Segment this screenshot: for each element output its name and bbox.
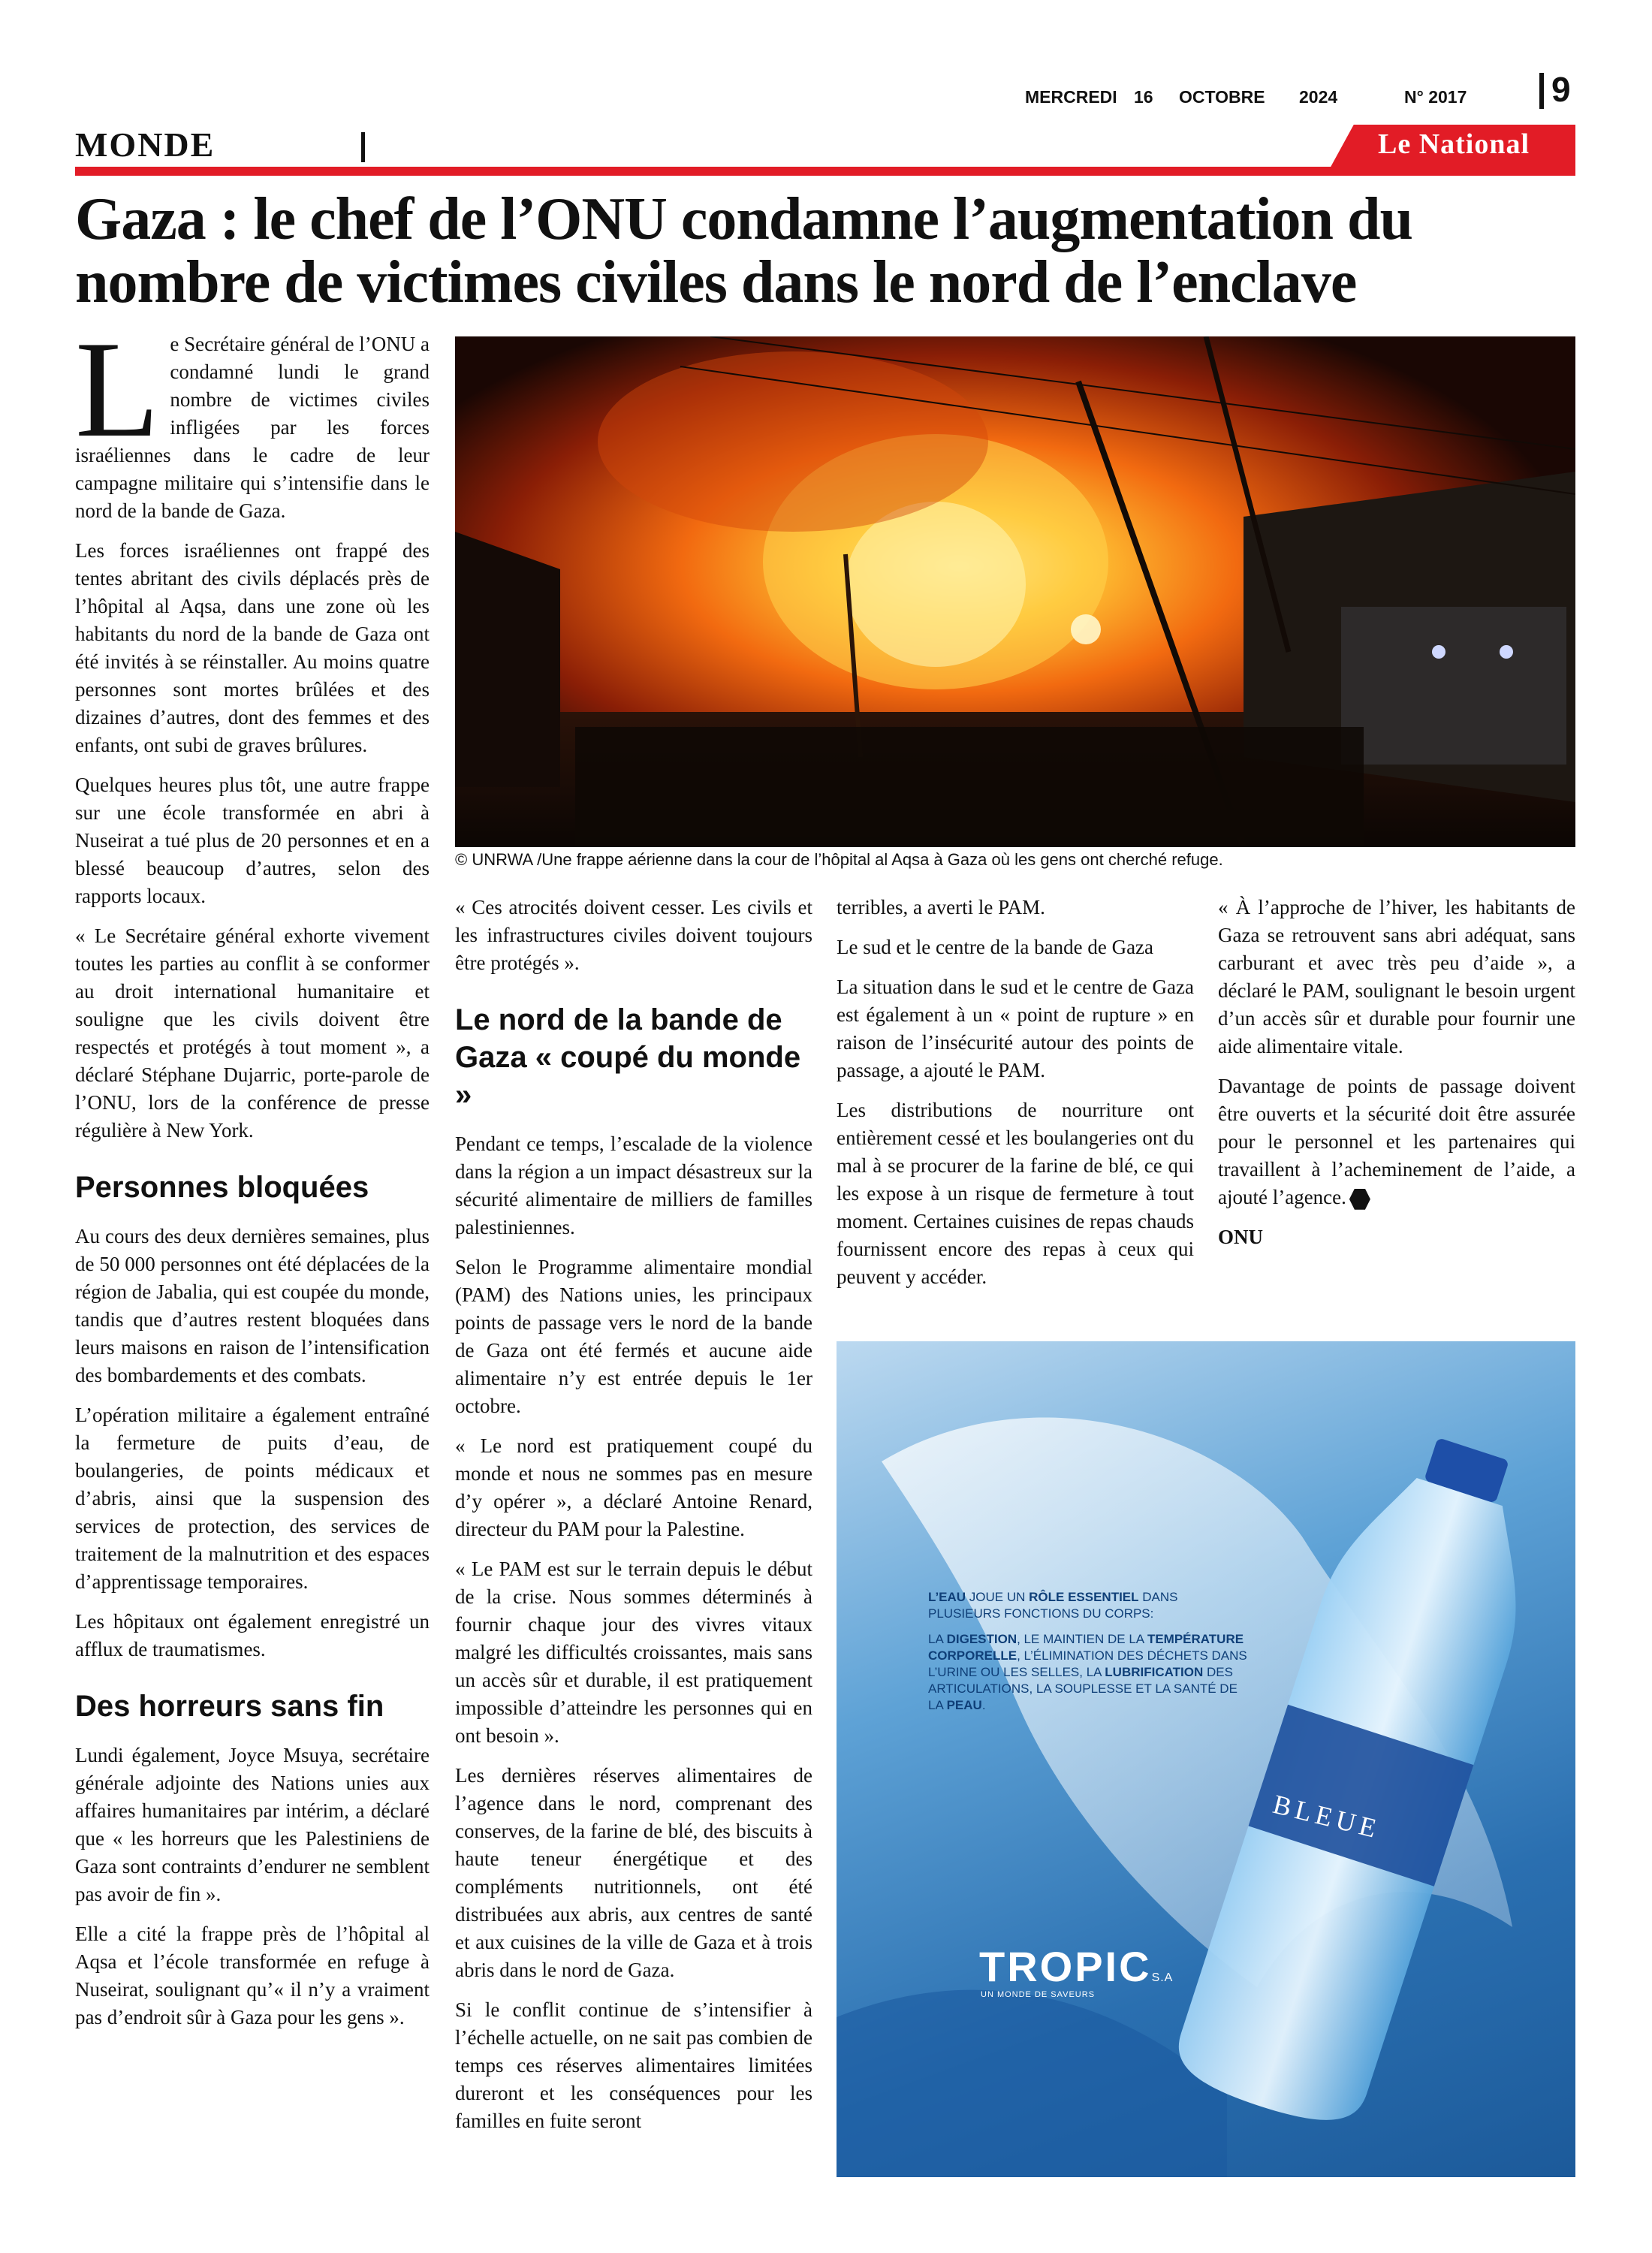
ad-text-fragment: DANS PLUSIEURS FONCTIONS DU CORPS:: [928, 1590, 1178, 1621]
subheading-horreurs: Des horreurs sans fin: [75, 1690, 384, 1723]
end-of-article-icon: [1349, 1189, 1370, 1210]
ad-text-fragment: PEAU: [946, 1698, 982, 1712]
paragraph: Les forces israéliennes ont frappé des tentes abritant des civils déplacés près de l’hôpital al Aqsa, dans une zone où les habitants du nord de la bande de Gaza ont été invités à se réinstaller. Au moins quatre personnes sont mortes brûlées et des dizaines d’autres, dont des femmes et des enfants, ont subi de graves brûlures.: [75, 539, 430, 756]
page-number: 9: [1551, 70, 1571, 109]
subheading-nord: Le nord de la bande de Gaza « coupé du monde »: [455, 1003, 801, 1111]
news-photo: [455, 336, 1575, 847]
paragraph: Le sud et le centre de la bande de Gaza: [837, 936, 1154, 958]
ad-brand-name: TROPIC: [979, 1943, 1152, 1990]
ad-text-fragment: , L’ÉLIMINATION DES DÉCHETS DANS L’URINE OU LES SELLES, LA: [928, 1648, 1247, 1679]
ad-text-fragment: L’EAU: [928, 1590, 966, 1604]
paragraph: Les dernières réserves alimentaires de l’agence dans le nord, comprenant des conserves, de la farine de blé, des biscuits à haute teneur énergétique et des compléments nutritionnels, ont été distribuées aux abris, aux centres de santé et aux cuisines de la ville de Gaza et à trois abris dans le nord de Gaza.: [455, 1764, 812, 1981]
date-number: 16: [1134, 87, 1153, 107]
paragraph: Quelques heures plus tôt, une autre frappe sur une école transformée en abri à Nuseirat a tué plus de 20 personnes et en a blessé beaucoup d’autres, selon des rapports locaux.: [75, 774, 430, 907]
section-divider: [361, 132, 365, 162]
column-4: [1218, 894, 1575, 1263]
paragraph: « Le nord est pratiquement coupé du monde et nous ne sommes pas en mesure d’y opérer », a déclaré Antoine Renard, directeur du PAM pour la Palestine.: [455, 1434, 812, 1540]
ad-text-fragment: DES ARTICULATIONS, LA SOUPLESSE ET LA SANTÉ DE LA: [928, 1665, 1237, 1712]
lead-paragraph: [75, 312, 430, 525]
ad-text-fragment: .: [981, 1698, 986, 1712]
ad-text-fragment: JOUE UN: [966, 1590, 1029, 1604]
paragraph: Les distributions de nourriture ont entièrement cessé et les boulangeries ont du mal à se procurer de la farine de blé, ce qui les expose à un risque de fermeture à tout moment. Certaines cuisines de repas chauds fournissent encore des repas à ceux qui peuvent y accéder.: [837, 1099, 1194, 1288]
column-1: [75, 312, 430, 2043]
photo-caption: © UNRWA /Une frappe aérienne dans la cour de l’hôpital al Aqsa à Gaza où les gens ont cherché refuge.: [455, 850, 1223, 869]
paragraph: terribles, a averti le PAM.: [837, 896, 1045, 918]
paragraph: L’opération militaire a également entraîné la fermeture de puits d’eau, de boulangeries, de points médicaux et d’abris, ainsi que la suspension des services de protection, des services de traitement de la malnutrition et des espaces d’apprentissage temporaires.: [75, 1404, 430, 1593]
drop-cap: L: [75, 312, 160, 466]
paragraph: Lundi également, Joyce Msuya, secrétaire générale adjointe des Nations unies aux affaires humanitaires par intérim, a déclaré que « les horreurs que les Palestiniens de Gaza sont contraints d’endurer ne semblent pas avoir de fin ».: [75, 1744, 430, 1905]
date-year: 2024: [1299, 87, 1338, 107]
date-line: [1025, 84, 1581, 114]
paragraph: Selon le Programme alimentaire mondial (PAM) des Nations unies, les principaux points de passage vers le nord de la bande de Gaza ont été fermés et aucune aide alimentaire n’y est entrée depuis le 1er octobre.: [455, 1256, 812, 1417]
paragraph: « Ces atrocités doivent cesser. Les civils et les infrastructures civiles doivent toujours être protégés ».: [455, 896, 812, 974]
fire-scene-illustration: [455, 336, 1575, 847]
ad-brand-logo: [979, 1942, 1173, 1991]
paragraph: Elle a cité la frappe près de l’hôpital al Aqsa et l’école transformée en refuge à Nuseirat, soulignant qu’« il n’y a vraiment pas d’endroit sûr à Gaza pour les gens ».: [75, 1923, 430, 2028]
column-3: [837, 894, 1194, 1303]
paragraph: Pendant ce temps, l’escalade de la violence dans la région a un impact désastreux sur la sécurité alimentaire de milliers de familles palestiniennes.: [455, 1133, 812, 1238]
paragraph: La situation dans le sud et le centre de Gaza est également à un « point de rupture » en raison de l’insécurité autour des points de passage, a ajouté le PAM.: [837, 976, 1194, 1081]
ad-copy-line-2: [928, 1631, 1251, 1714]
article-headline: Gaza : le chef de l’ONU condamne l’augmentation du nombre de victimes civiles dans le nord de l’enclave: [75, 186, 1413, 315]
paragraph: « À l’approche de l’hiver, les habitants de Gaza se retrouvent sans abri adéquat, sans carburant et avec très peu d’aide », a déclaré le PAM, soulignant le besoin urgent d’un accès sûr et durable pour fournir une aide alimentaire vitale.: [1218, 896, 1575, 1057]
subheading-personnes-bloquees: Personnes bloquées: [75, 1171, 369, 1204]
date-month: OCTOBRE: [1179, 87, 1265, 107]
advertisement: [837, 1341, 1575, 2177]
ad-copy: [928, 1589, 1251, 1723]
ad-brand-suffix: S.A: [1151, 1971, 1174, 1984]
page-separator: [1539, 73, 1544, 109]
paragraph: Si le conflit continue de s’intensifier à l’échelle actuelle, on ne sait pas combien de temps ces réserves alimentaires limitées dureront et les conséquences pour les familles en fuite seront: [455, 1998, 812, 2132]
paragraph: [1218, 1072, 1575, 1211]
water-bottle-illustration: [837, 1341, 1575, 2177]
ad-text-fragment: LUBRIFICATION: [1105, 1665, 1204, 1679]
paragraph: « Le Secrétaire général exhorte vivement toutes les parties au conflit à se conformer au droit international humanitaire et souligne que les civils doivent être respectés et protégés à tout moment », a déclaré Stéphane Dujarric, porte-parole de l’ONU, lors de la conférence de presse régulière à New York.: [75, 924, 430, 1142]
column-2: [455, 894, 812, 2147]
bottle-label: BLEUE: [1270, 1788, 1384, 1845]
date-day: MERCREDI: [1025, 87, 1117, 107]
ad-text-fragment: LA: [928, 1632, 947, 1646]
paragraph: Les hôpitaux ont également enregistré un afflux de traumatismes.: [75, 1610, 430, 1660]
section-title: MONDE: [75, 125, 216, 164]
ad-text-fragment: , LE MAINTIEN DE LA: [1017, 1632, 1147, 1646]
ad-copy-line-1: [928, 1589, 1251, 1622]
paragraph: « Le PAM est sur le terrain depuis le début de la crise. Nous sommes déterminés à fournir chaque jour des vivres vitaux malgré les difficultés croissantes, mais sans un accès sûr et durable, il est pratiquement impossible d’atteindre les personnes qui en ont besoin ».: [455, 1558, 812, 1747]
brand-name: Le National: [1378, 128, 1530, 160]
paragraph-text: e Secrétaire général de l’ONU a condamné lundi le grand nombre de victimes civiles infligées par les forces israéliennes dans le cadre de leur campagne militaire qui s’intensifie dans le nord de la bande de Gaza.: [75, 333, 430, 522]
issue-number: N° 2017: [1404, 87, 1467, 107]
ad-text-fragment: TEMPÉRATURE CORPORELLE: [928, 1632, 1244, 1663]
ad-tagline: UN MONDE DE SAVEURS: [981, 1990, 1096, 1999]
ad-text-fragment: RÔLE ESSENTIEL: [1029, 1590, 1139, 1604]
paragraph-text: Davantage de points de passage doivent être ouverts et la sécurité doit être assurée pour le personnel et les partenaires qui travaillent à l’acheminement de l’aide, a ajouté l’agence.: [1218, 1075, 1575, 1208]
article-signature: ONU: [1218, 1226, 1263, 1248]
ad-text-fragment: DIGESTION: [946, 1632, 1017, 1646]
paragraph: Au cours des deux dernières semaines, plus de 50 000 personnes ont été déplacées de la région de Jabalia, qui est coupée du monde, tandis que d’autres restent bloquées dans leurs maisons en raison de l’intensification des bombardements et des combats.: [75, 1225, 430, 1386]
